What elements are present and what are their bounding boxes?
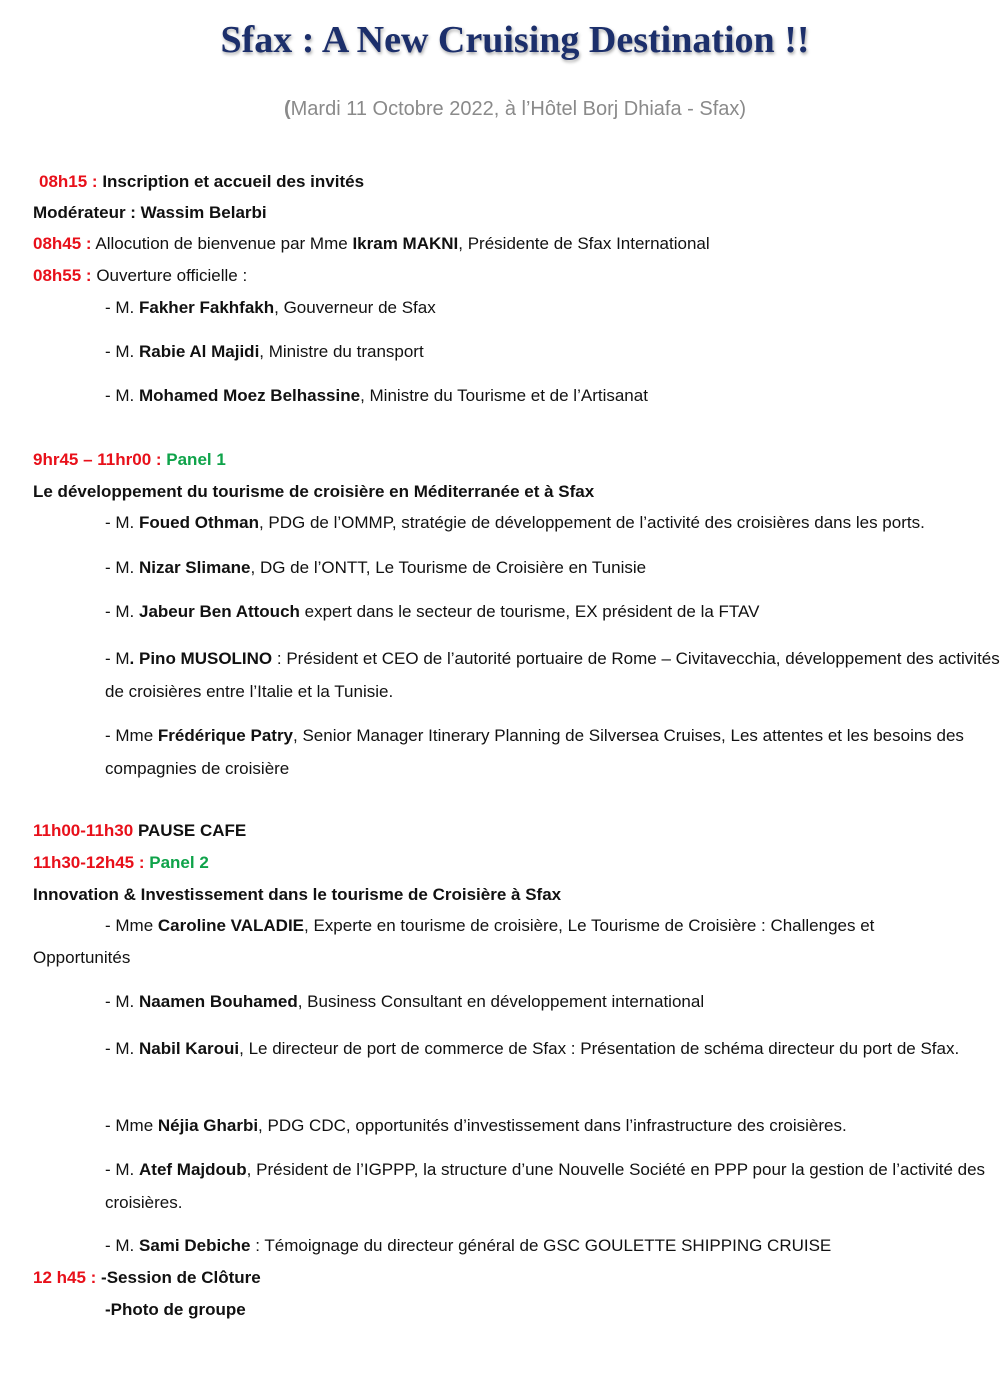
speaker-prefix: - M [105,649,130,668]
speaker-prefix: - M. [105,513,135,532]
time-label: 08h15 : [39,172,98,191]
speaker-desc: expert dans le secteur de tourisme, EX président de la FTAV [299,602,760,621]
speaker-name: Fakher Fakhfakh [139,298,275,317]
speaker-line [105,385,648,407]
speaker-line [105,642,1000,708]
speaker-desc: , DG de l’ONTT, Le Tourisme de Croisière en Tunisie [250,558,647,577]
panel2-topic [33,884,561,906]
speaker-name: Jabeur Ben Attouch [139,602,300,621]
time-label: 08h55 : [33,266,92,285]
speaker-desc: , Présidente de Sfax International [458,234,710,253]
agenda-text: Inscription et accueil des invités [102,172,365,191]
page-title: Sfax : A New Cruising Destination !! [220,19,810,61]
agenda-registration [39,171,364,193]
panel-label: Panel 1 [166,450,226,469]
speaker-desc: , Ministre du transport [259,342,424,361]
speaker-prefix: - M. [105,602,135,621]
speaker-desc: , PDG de l’OMMP, stratégie de développement de l’activité des croisières dans les ports. [258,513,925,532]
agenda-text: -Photo de groupe [105,1300,246,1319]
event-date-location [0,98,1000,121]
agenda-welcome [33,233,710,255]
time-label: 08h45 : [33,234,92,253]
speaker-name: Ikram MAKNI [352,234,459,253]
speaker-prefix: - M. [105,1236,135,1255]
agenda-text: Allocution de bienvenue par Mme [95,234,348,253]
speaker-name: Sami Debiche [139,1236,251,1255]
panel-topic: Innovation & Investissement dans le tourisme de Croisière à Sfax [33,885,562,904]
speaker-line [105,991,704,1013]
speaker-desc: : Témoignage du directeur général de GSC GOULETTE SHIPPING CRUISE [250,1236,832,1255]
speaker-line [105,1115,847,1137]
speaker-name: Atef Majdoub [139,1160,247,1179]
agenda-text: Ouverture officielle : [96,266,248,285]
speaker-line [105,512,925,534]
panel1-heading [33,449,226,471]
time-label: 11h30-12h45 : [33,853,145,872]
agenda-closing [33,1267,261,1289]
speaker-line [105,341,424,363]
time-label: 11h00-11h30 [33,821,134,840]
speaker-line [105,557,646,579]
speaker-desc: , PDG CDC, opportunités d’investissement dans l’infrastructure des croisières. [258,1116,847,1135]
speaker-prefix: - Mme [105,726,154,745]
agenda-text: -Session de Clôture [101,1268,261,1287]
speaker-line [105,1235,831,1257]
speaker-prefix: - Mme [105,916,154,935]
speaker-name: Naamen Bouhamed [139,992,298,1011]
speaker-desc: , Gouverneur de Sfax [274,298,436,317]
speaker-line [105,1153,1000,1219]
speaker-line [105,1032,1000,1065]
speaker-name: Nizar Slimane [139,558,251,577]
speaker-desc: , Senior Manager Itinerary Planning de Silversea Cruises, Les attentes et les besoins des compagnies de croisière [105,726,964,778]
speaker-prefix: - M. [105,1039,135,1058]
subtitle-paren: ( [283,98,291,120]
speaker-desc: , Ministre du Tourisme et de l’Artisanat [360,386,648,405]
panel-topic: Le développement du tourisme de croisière en Méditerranée et à Sfax [33,482,595,501]
agenda-pause [33,820,246,842]
speaker-prefix: - M. [105,1160,135,1179]
agenda-photo [105,1299,246,1321]
speaker-desc: , Le directeur de port de commerce de Sfax : Présentation de schéma directeur du port de Sfax. [239,1039,960,1058]
agenda-official-opening [33,265,247,287]
speaker-desc: , Président de l’IGPPP, la structure d’une Nouvelle Société en PPP pour la gestion de l’activité des croisières. [105,1160,986,1212]
panel2-heading [33,852,209,874]
speaker-name: Caroline VALADIE [157,916,304,935]
agenda-text: PAUSE CAFE [137,821,247,840]
time-label: 12 h45 : [33,1268,97,1287]
subtitle-text: Mardi 11 Octobre 2022, à l’Hôtel Borj Dhiafa - Sfax) [290,98,747,120]
speaker-name: Frédérique Patry [157,726,294,745]
speaker-line [33,910,968,974]
moderator-line [33,202,267,224]
speaker-name: Rabie Al Majidi [139,342,260,361]
speaker-name: . Pino MUSOLINO [129,649,273,668]
speaker-line [105,601,759,623]
speaker-name: Mohamed Moez Belhassine [139,386,361,405]
speaker-name: Néjia Gharbi [157,1116,259,1135]
panel-label: Panel 2 [149,853,209,872]
speaker-prefix: - M. [105,386,135,405]
time-label: 9hr45 – 11hr00 : [33,450,162,469]
speaker-prefix: - Mme [105,1116,154,1135]
moderator-text: Modérateur : Wassim Belarbi [33,203,267,222]
speaker-line [105,719,1000,785]
speaker-prefix: - M. [105,342,135,361]
speaker-name: Foued Othman [139,513,259,532]
speaker-prefix: - M. [105,298,135,317]
panel1-topic [33,481,594,503]
speaker-name: Nabil Karoui [139,1039,240,1058]
speaker-prefix: - M. [105,992,135,1011]
speaker-line [105,297,436,319]
speaker-desc: , Business Consultant en développement international [297,992,705,1011]
speaker-desc: : Président et CEO de l’autorité portuaire de Rome – Civitavecchia, développement des activités de croisières entre l’Italie et la Tunisie. [105,649,1000,701]
speaker-desc: , Experte en tourisme de croisière, Le Tourisme de Croisière : Challenges et Opportunités [33,916,875,967]
speaker-prefix: - M. [105,558,135,577]
